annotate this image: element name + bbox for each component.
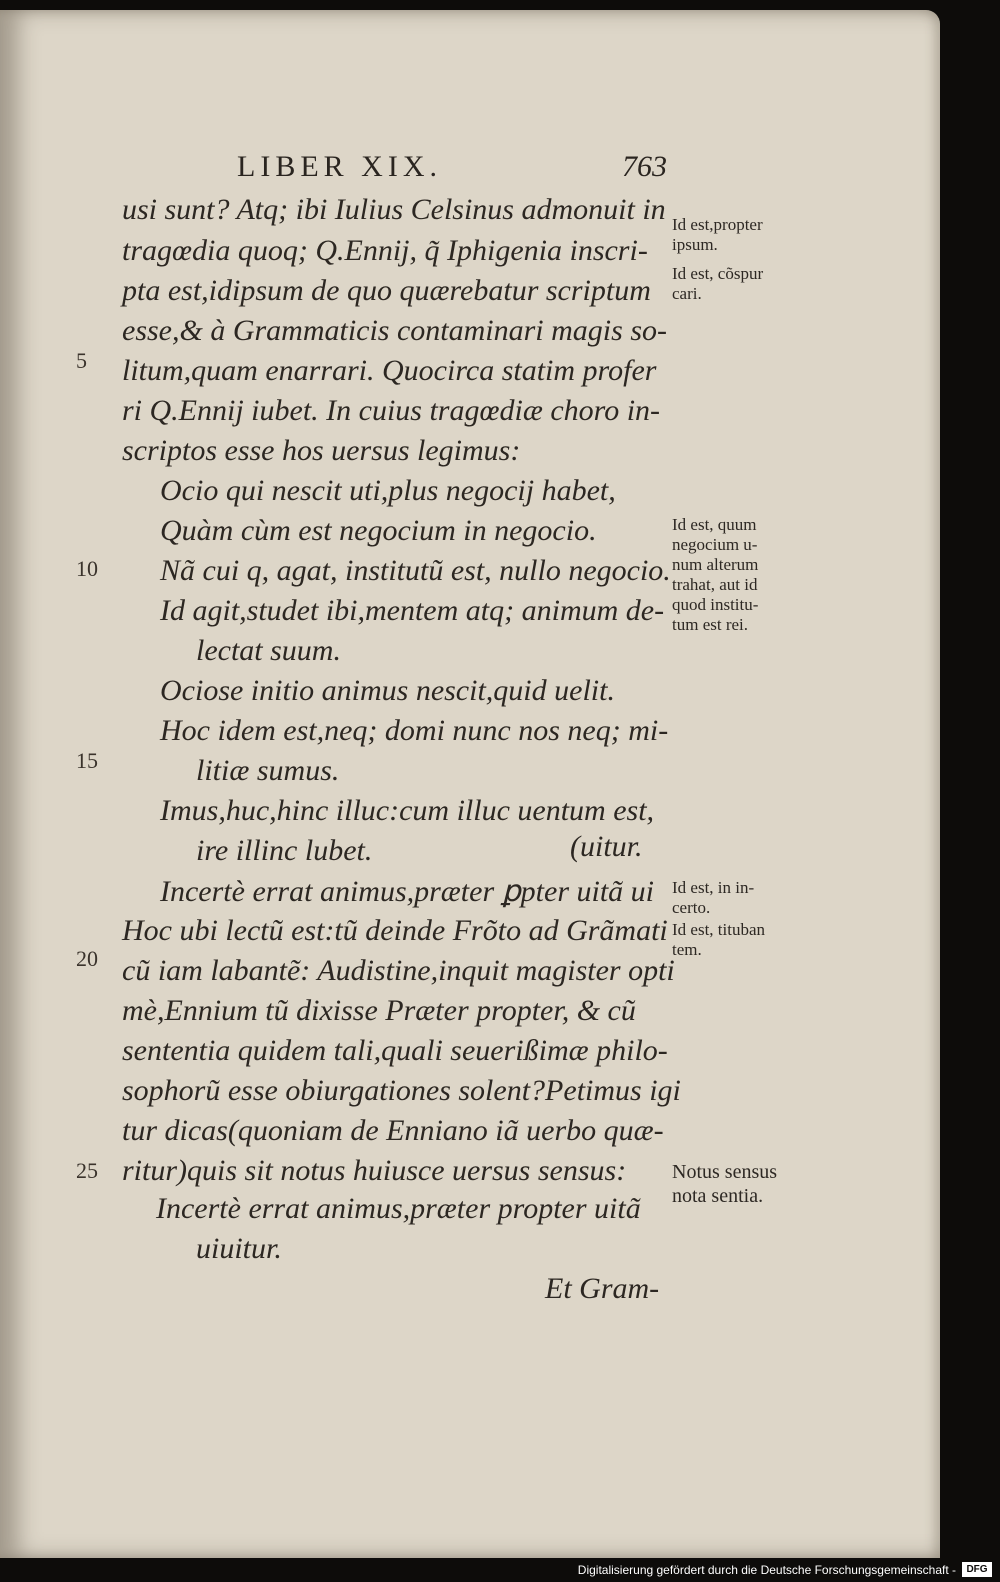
verse-line: uiuitur. xyxy=(196,1232,282,1265)
verse-line: litiæ sumus. xyxy=(196,754,340,787)
verse-line: Incertè errat animus,præter ꝑpter uitã ui xyxy=(160,875,655,908)
verse-line: Imus,huc,hinc illuc:cum illuc uentum est, xyxy=(160,794,655,827)
text-line: ritur)quis sit notus huiusce uersus sensus: xyxy=(122,1154,627,1187)
marginal-note: Notus sensus nota sentia. xyxy=(672,1161,778,1207)
verse-line: Nã cui q, agat, institutũ est, nullo negocio. xyxy=(160,554,671,587)
line-number: 20 xyxy=(76,946,98,971)
marginal-note: Id est, quum negocium u- num alterum trahat, aut id quod institu- tum est rei. xyxy=(672,515,759,634)
text-line: cũ iam labantẽ: Audistine,inquit magister opti xyxy=(122,954,675,987)
text-line: pta est,idipsum de quo quærebatur scriptum xyxy=(122,274,651,307)
line-number: 5 xyxy=(76,348,87,373)
text-line: litum,quam enarrari. Quocirca statim profer xyxy=(122,354,657,387)
text-line: Hoc ubi lectũ est:tũ deinde Frõto ad Grãmati xyxy=(122,914,668,947)
text-line: mè,Ennium tũ dixisse Præter propter, & cũ xyxy=(122,994,636,1027)
text-line: tur dicas(quoniam de Enniano iã uerbo quæ- xyxy=(122,1114,664,1147)
verse-line: Ocio qui nescit uti,plus negocij habet, xyxy=(160,474,616,507)
verse-line: lectat suum. xyxy=(196,634,341,667)
book-page xyxy=(0,10,940,1558)
text-line: tragœdia quoq; Q.Ennij, q̃ Iphigenia inscri- xyxy=(122,234,648,267)
marginal-note: Id est, cõspur cari. xyxy=(672,264,764,303)
verse-line: Ociose initio animus nescit,quid uelit. xyxy=(160,674,615,707)
folio-number: 763 xyxy=(622,150,667,183)
funding-credit: Digitalisierung gefördert durch die Deutsche Forschungsgemeinschaft - xyxy=(577,1563,956,1577)
dfg-logo: DFG xyxy=(962,1562,992,1577)
text-line: ri Q.Ennij iubet. In cuius tragœdiæ choro in- xyxy=(122,394,661,427)
marginal-note: Id est,propter ipsum. xyxy=(672,215,763,254)
verse-line: Hoc idem est,neq; domi nunc nos neq; mi- xyxy=(160,714,669,747)
verse-line: Incertè errat animus,præter propter uitã xyxy=(156,1192,641,1225)
verse-line-runover: (uitur. xyxy=(570,830,643,863)
text-line: esse,& à Grammaticis contaminari magis so- xyxy=(122,314,667,347)
page-header xyxy=(237,150,667,184)
verse-line: Id agit,studet ibi,mentem atq; animum de- xyxy=(160,594,665,627)
marginal-note: Id est, tituban tem. xyxy=(672,920,766,959)
text-line: usi sunt? Atq; ibi Iulius Celsinus admonuit in xyxy=(122,193,666,226)
catchword: Et Gram- xyxy=(545,1272,660,1305)
text-line: scriptos esse hos uersus legimus: xyxy=(122,434,521,467)
footer-bar xyxy=(0,1558,1000,1582)
verse-line: Quàm cùm est negocium in negocio. xyxy=(160,514,597,547)
text-line: sententia quidem tali,quali seuerißimæ philo- xyxy=(122,1034,668,1067)
line-number: 15 xyxy=(76,748,98,773)
marginal-note: Id est, in in- certo. xyxy=(672,878,755,917)
running-title: LIBER XIX. xyxy=(237,150,442,183)
verse-line: ire illinc lubet. xyxy=(196,834,373,867)
line-number: 25 xyxy=(76,1158,98,1183)
line-number: 10 xyxy=(76,556,98,581)
text-line: sophorũ esse obiurgationes solent?Petimus igi xyxy=(122,1074,681,1107)
